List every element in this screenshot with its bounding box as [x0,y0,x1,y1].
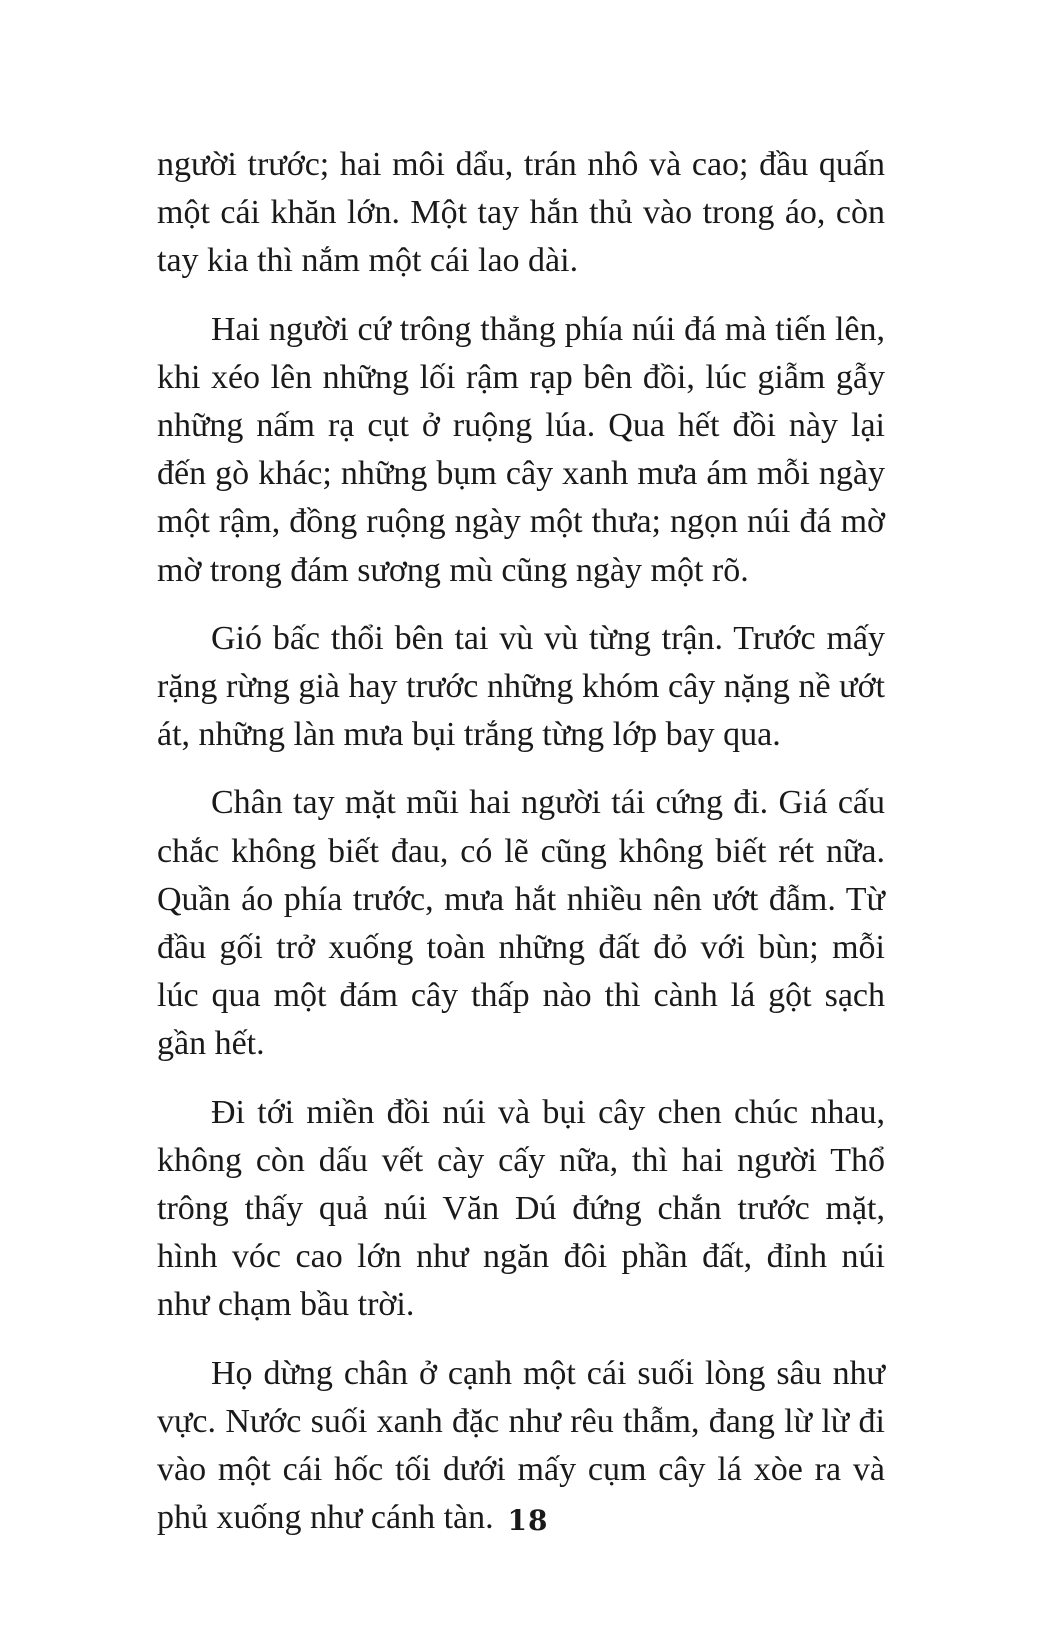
paragraph-3: Gió bấc thổi bên tai vù vù từng trận. Trước mấy rặng rừng già hay trước những khóm cây nặng nề ướt át, những làn mưa bụi trắng từng lớp bay qua. [157,619,885,754]
page-number: 18 [507,1504,549,1537]
paragraph-5: Đi tới miền đồi núi và bụi cây chen chúc nhau, không còn dấu vết cày cấy nữa, thì hai người Thổ trông thấy quả núi Văn Dú đứng chắn trước mặt, hình vóc cao lớn như ngăn đôi phần đất, đỉnh núi như chạm bầu trời. [157,1093,885,1324]
paragraph-6: Họ dừng chân ở cạnh một cái suối lòng sâu như vực. Nước suối xanh đặc như rêu thẫm, đang lừ lừ đi vào một cái hốc tối dưới mấy cụm cây lá xòe ra và phủ xuống như cánh tàn. [157,1354,885,1537]
paragraph-1: người trước; hai môi dẩu, trán nhô và cao; đầu quấn một cái khăn lớn. Một tay hắn thủ vào trong áo, còn tay kia thì nắm một cái lao dài. [157,146,885,280]
body-text [157,141,885,1562]
paragraph-2: Hai người cứ trông thẳng phía núi đá mà tiến lên, khi xéo lên những lối rậm rạp bên đồi, lúc giẫm gẫy những nấm rạ cụt ở ruộng lúa. Qua hết đồi này lại đến gò khác; những bụm cây xanh mưa ám mỗi ngày một rậm, đồng ruộng ngày một thưa; ngọn núi đá mờ mờ trong đám sương mù cũng ngày một rõ. [157,310,885,589]
paragraph-4: Chân tay mặt mũi hai người tái cứng đi. Giá cấu chắc không biết đau, có lẽ cũng không biết rét nữa. Quần áo phía trước, mưa hắt nhiều nên ướt đẫm. Từ đầu gối trở xuống toàn những đất đỏ với bùn; mỗi lúc qua một đám cây thấp nào thì cành lá gột sạch gần hết. [157,784,885,1063]
